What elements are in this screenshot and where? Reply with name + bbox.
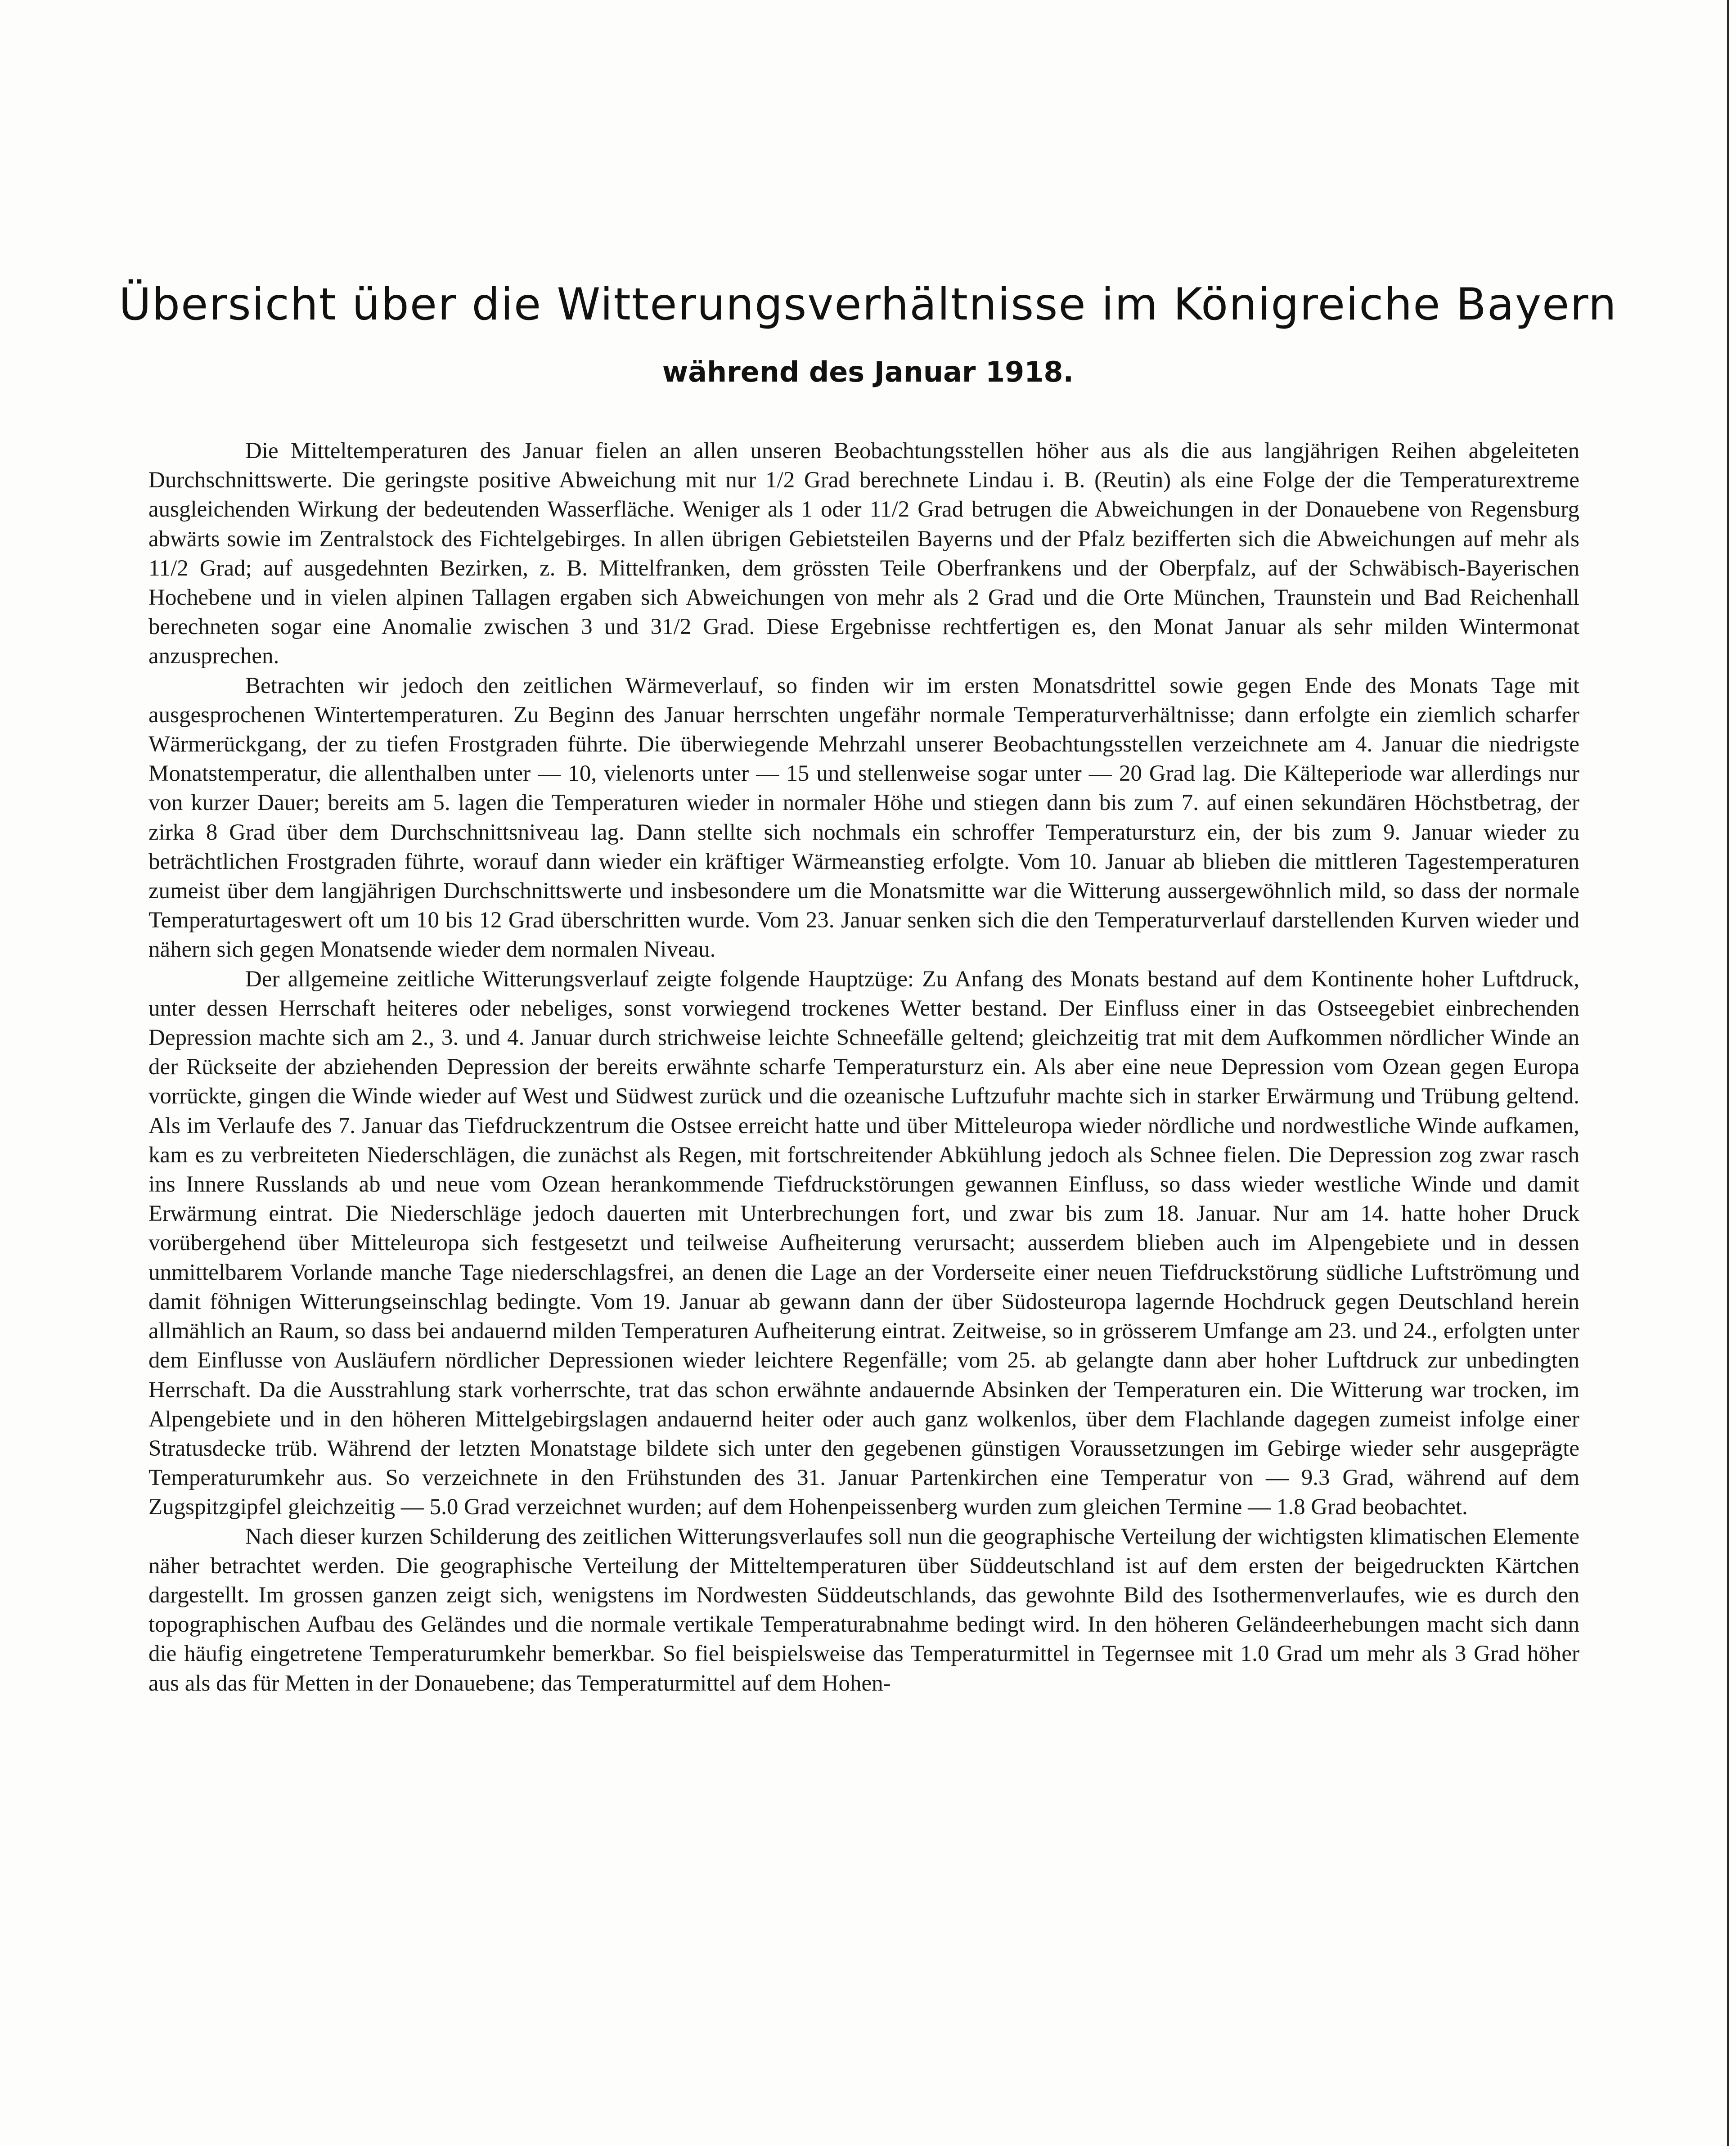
document-title: Übersicht über die Witterungsverhältnisse im Königreiche Bayern [119, 279, 1617, 330]
document-body [148, 436, 1579, 1698]
paragraph-2: Betrachten wir jedoch den zeitlichen Wärmeverlauf, so finden wir im ersten Monatsdrittel sowie gegen Ende des Monats Tage mit ausgesprochenen Wintertemperaturen. Zu Beginn des Januar herrschten ungefähr normale Temperaturverhältnisse; dann erfolgte ein ziemlich scharfer Wärmerückgang, der zu tiefen Frostgraden führte. Die überwiegende Mehrzahl unserer Beobachtungsstellen verzeichnete am 4. Januar die niedrigste Monatstemperatur, die allenthalben unter — 10, vielenorts unter — 15 und stellenweise sogar unter — 20 Grad lag. Die Kälteperiode war allerdings nur von kurzer Dauer; bereits am 5. lagen die Temperaturen wieder in normaler Höhe und stiegen dann bis zum 7. auf einen sekundären Höchstbetrag, der zirka 8 Grad über dem Durchschnittsniveau lag. Dann stellte sich nochmals ein schroffer Temperatursturz ein, der bis zum 9. Januar wieder zu beträchtlichen Frostgraden führte, worauf dann wieder ein kräftiger Wärmeanstieg erfolgte. Vom 10. Januar ab blieben die mittleren Tagestemperaturen zumeist über dem langjährigen Durchschnittswerte und insbesondere um die Monatsmitte war die Witterung aussergewöhnlich mild, so dass der normale Temperaturtageswert oft um 10 bis 12 Grad überschritten wurde. Vom 23. Januar senken sich die den Temperaturverlauf darstellenden Kurven wieder und nähern sich gegen Monatsende wieder dem normalen Niveau. [148, 673, 1579, 963]
paragraph-4: Nach dieser kurzen Schilderung des zeitlichen Witterungsverlaufes soll nun die geographische Verteilung der wichtigsten klimatischen Elemente näher betrachtet werden. Die geographische Verteilung der Mitteltemperaturen über Süddeutschland ist auf dem ersten der beigedruckten Kärtchen dargestellt. Im grossen ganzen zeigt sich, wenigstens im Nordwesten Süddeutschlands, das gewohnte Bild des Isothermenverlaufes, wie es durch den topographischen Aufbau des Geländes und die normale vertikale Temperaturabnahme bedingt wird. In den höheren Geländeerhebungen macht sich dann die häufig eingetretene Temperaturumkehr bemerkbar. So fiel beispielsweise das Temperaturmittel in Tegernsee mit 1.0 Grad um mehr als 3 Grad höher aus als das für Metten in der Donauebene; das Temperaturmittel auf dem Hohen- [148, 1524, 1579, 1696]
paragraph-3: Der allgemeine zeitliche Witterungsverlauf zeigte folgende Hauptzüge: Zu Anfang des Monats bestand auf dem Kontinente hoher Luftdruck, unter dessen Herrschaft heiteres oder nebeliges, sonst vorwiegend trockenes Wetter bestand. Der Einfluss einer in das Ostseegebiet einbrechenden Depression machte sich am 2., 3. und 4. Januar durch strichweise leichte Schneefälle geltend; gleichzeitig trat mit dem Aufkommen nördlicher Winde an der Rückseite der abziehenden Depression der bereits erwähnte scharfe Temperatursturz ein. Als aber eine neue Depression vom Ozean gegen Europa vorrückte, gingen die Winde wieder auf West und Südwest zurück und die ozeanische Luftzufuhr machte sich in starker Erwärmung und Trübung geltend. Als im Verlaufe des 7. Januar das Tiefdruckzentrum die Ostsee erreicht hatte und über Mitteleuropa wieder nördliche und nordwestliche Winde aufkamen, kam es zu verbreiteten Niederschlägen, die zunächst als Regen, mit fortschreitender Abkühlung jedoch als Schnee fielen. Die Depression zog zwar rasch ins Innere Russlands ab und neue vom Ozean herankommende Tiefdruckstörungen gewannen Einfluss, so dass wieder westliche Winde und damit Erwärmung eintrat. Die Niederschläge jedoch dauerten mit Unterbrechungen fort, und zwar bis zum 18. Januar. Nur am 14. hatte hoher Druck vorübergehend über Mitteleuropa sich festgesetzt und teilweise Aufheiterung verursacht; ausserdem blieben auch im Alpengebiete und in dessen unmittelbarem Vorlande manche Tage niederschlagsfrei, an denen die Lage an der Vorderseite einer neuen Tiefdruckstörung südliche Luftströmung und damit föhnigen Witterungseinschlag bedingte. Vom 19. Januar ab gewann dann der über Südosteuropa lagernde Hochdruck gegen Deutschland herein allmählich an Raum, so dass bei andauernd milden Temperaturen Aufheiterung eintrat. Zeitweise, so in grösserem Umfange am 23. und 24., erfolgten unter dem Einflusse von Ausläufern nördlicher Depressionen wieder leichtere Regenfälle; vom 25. ab gelangte dann aber hoher Luftdruck zur unbedingten Herrschaft. Da die Ausstrahlung stark vorherrschte, trat das schon erwähnte andauernde Absinken der Temperaturen ein. Die Witterung war trocken, im Alpengebiete und in den höheren Mittelgebirgslagen andauernd heiter oder auch ganz wolkenlos, über dem Flachlande dagegen zumeist infolge einer Stratusdecke trüb. Während der letzten Monatstage bildete sich unter den gegebenen günstigen Voraussetzungen im Gebirge wieder sehr ausgeprägte Temperaturumkehr aus. So verzeichnete in den Frühstunden des 31. Januar Partenkirchen eine Temperatur von — 9.3 Grad, während auf dem Zugspitzgipfel gleichzeitig — 5.0 Grad verzeichnet wurden; auf dem Hohenpeissenberg wurden zum gleichen Termine — 1.8 Grad beobachtet. [148, 966, 1579, 1520]
document-subtitle: während des Januar 1918. [662, 355, 1074, 388]
paragraph-1: Die Mitteltemperaturen des Januar fielen an allen unseren Beobachtungsstellen höher aus als die aus langjährigen Reihen abgeleiteten Durchschnittswerte. Die geringste positive Abweichung mit nur 1/2 Grad berechnete Lindau i. B. (Reutin) als eine Folge der die Temperaturextreme ausgleichenden Wirkung der bedeutenden Wasserfläche. Weniger als 1 oder 11/2 Grad betrugen die Abweichungen in der Donauebene von Regensburg abwärts sowie im Zentralstock des Fichtelgebirges. In allen übrigen Gebietsteilen Bayerns und der Pfalz bezifferten sich die Abweichungen auf mehr als 11/2 Grad; auf ausgedehnten Bezirken, z. B. Mittelfranken, dem grössten Teile Oberfrankens und der Oberpfalz, auf der Schwäbisch-Bayerischen Hochebene und in vielen alpinen Tallagen ergaben sich Abweichungen von mehr als 2 Grad und die Orte München, Traunstein und Bad Reichenhall berechneten sogar eine Anomalie zwischen 3 und 31/2 Grad. Diese Ergebnisse rechtfertigen es, den Monat Januar als sehr milden Wintermonat anzusprechen. [148, 438, 1579, 669]
